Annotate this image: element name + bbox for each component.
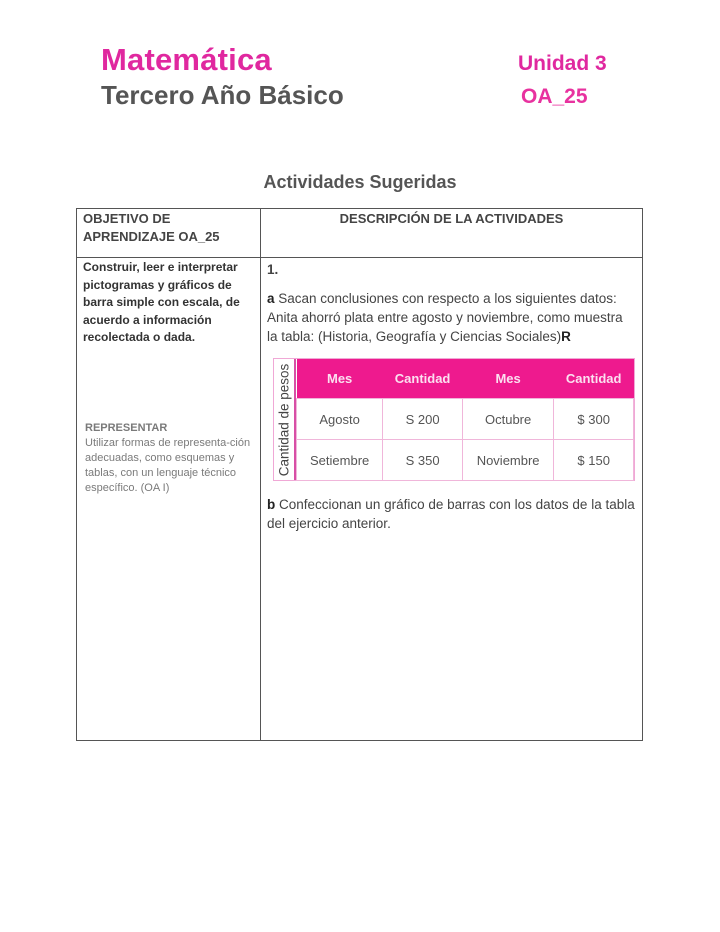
unit-label: Unidad 3: [518, 52, 607, 75]
table-cell: $ 150: [554, 440, 634, 481]
part-a-text: Sacan conclusiones con respecto a los siguientes datos: Anita ahorró plata entre agosto y noviembre, como muestra la tabla: (Historia, Geografía y Ciencias Sociales): [267, 291, 623, 344]
activity-number: 1.: [267, 262, 279, 277]
part-a: [267, 289, 636, 346]
objective-header: OBJETIVO DE APRENDIZAJE OA_25: [83, 211, 220, 244]
part-b-label: b: [267, 497, 276, 512]
part-b: [267, 495, 636, 533]
side-label-cell: [274, 359, 296, 480]
col-header: Cantidad: [554, 359, 634, 399]
objective-cell: [77, 258, 261, 741]
subject-title: Matemática: [101, 42, 272, 77]
table-cell: $ 300: [554, 399, 634, 440]
part-a-label: a: [267, 291, 275, 306]
description-cell: [261, 258, 643, 741]
description-header: DESCRIPCIÓN DE LA ACTIVIDADES: [339, 211, 564, 226]
side-label: Cantidad de pesos: [276, 363, 292, 476]
oa-label: OA_25: [521, 85, 588, 108]
table-cell: Setiembre: [297, 440, 383, 481]
grade-title: Tercero Año Básico: [101, 80, 344, 110]
col-header: Cantidad: [383, 359, 463, 399]
table-row: [297, 440, 634, 481]
section-title: Actividades Sugeridas: [263, 172, 457, 192]
part-b-text: Confeccionan un gráfico de barras con los datos de la tabla del ejercicio anterior.: [267, 497, 635, 531]
activities-table: [76, 208, 643, 741]
skill-text: Utilizar formas de representa-ción adecuadas, como esquemas y tablas, con un lenguaje técnico específico. (OA I): [85, 436, 251, 494]
table-cell: Octubre: [462, 399, 553, 440]
savings-table: [296, 359, 634, 481]
description-header-cell: [261, 209, 643, 258]
table-cell: Agosto: [297, 399, 383, 440]
skill-title: REPRESENTAR: [85, 421, 168, 434]
col-header: Mes: [462, 359, 553, 399]
table-cell: Noviembre: [462, 440, 553, 481]
skill-box: [77, 421, 260, 496]
objective-text: Construir, leer e interpretar pictogramas y gráficos de barra simple con escala, de acuerdo a información recolectada o dada.: [83, 260, 240, 344]
table-cell: S 200: [383, 399, 463, 440]
table-row: [297, 399, 634, 440]
objective-header-cell: [77, 209, 261, 258]
table-cell: S 350: [383, 440, 463, 481]
savings-data-table: [273, 358, 635, 481]
part-a-suffix: R: [561, 329, 571, 344]
col-header: Mes: [297, 359, 383, 399]
